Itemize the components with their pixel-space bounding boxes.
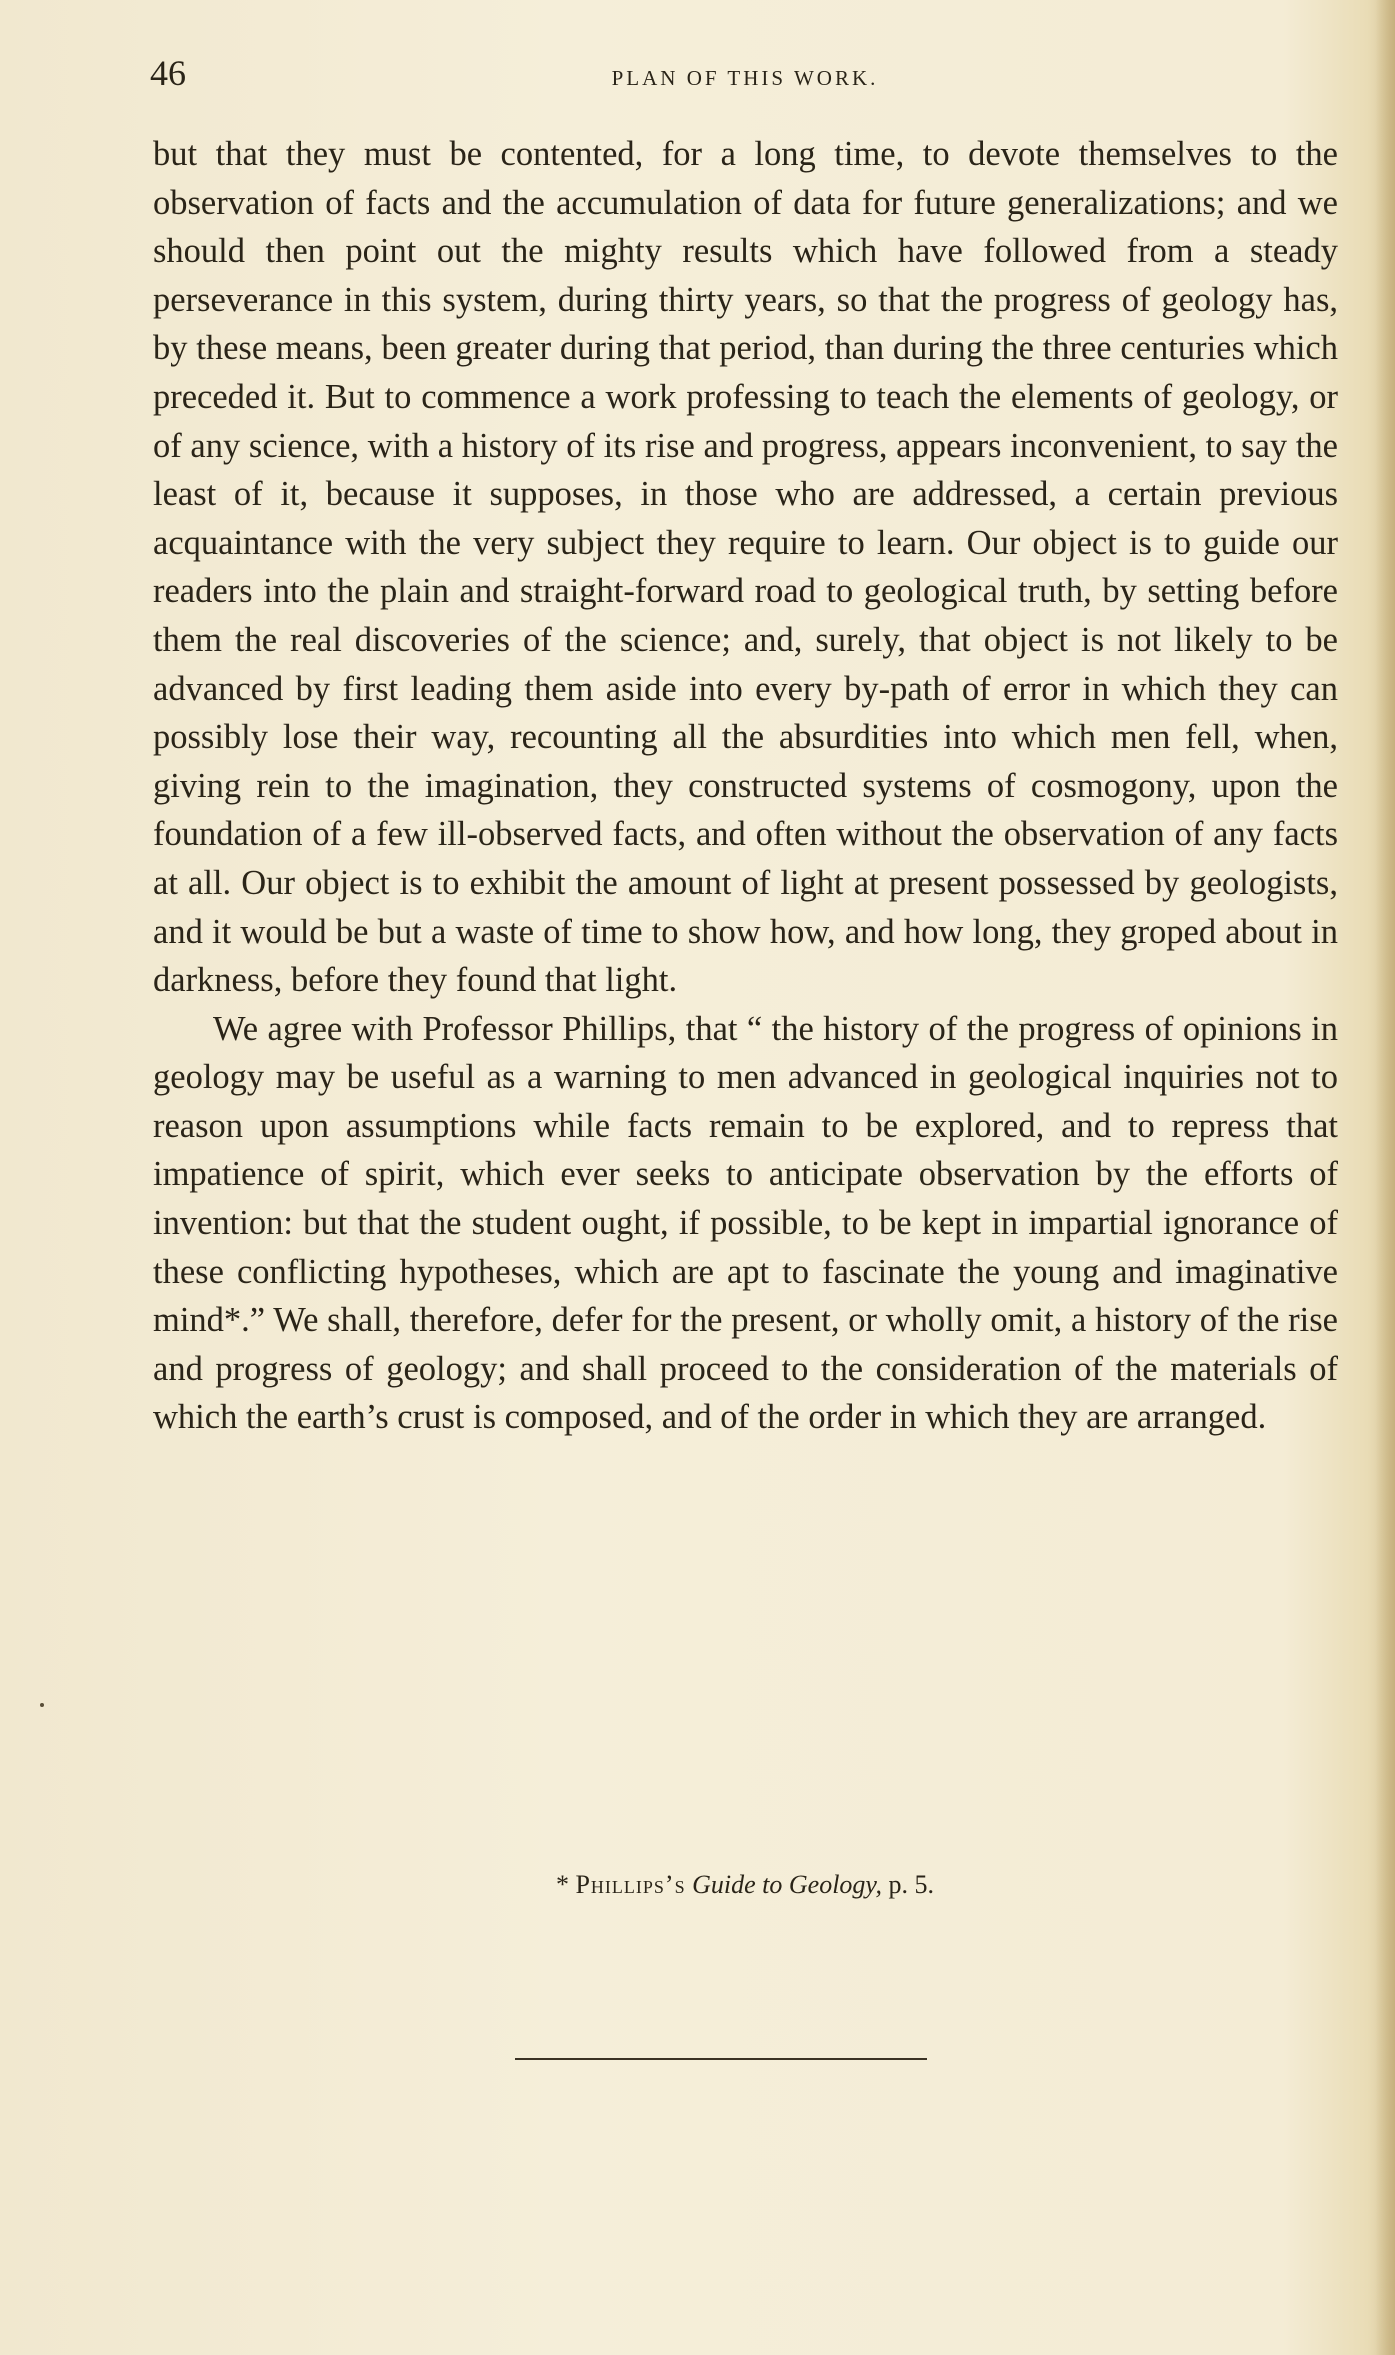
- footnote-title: Guide to Geology,: [692, 1870, 883, 1899]
- footnote-marker: *: [555, 1870, 569, 1899]
- footnote-page-ref: p. 5.: [888, 1870, 935, 1899]
- page-edge-shadow: [1375, 0, 1395, 2355]
- page-header: [150, 52, 1340, 102]
- body-text: [153, 130, 1338, 1442]
- footnote: [150, 1870, 1340, 1900]
- page-number: 46: [150, 53, 186, 93]
- paragraph-1: but that they must be contented, for a long time, to devote themselves to the observation of facts and the accumulation of data for future generalizations; and we should then point out the mighty results which have followed from a steady perseverance in this system, during thirty years, so that the progress of geology has, by these means, been greater during that period, than during the three centuries which preceded it. But to commence a work professing to teach the elements of geology, or of any science, with a history of its rise and progress, appears inconvenient, to say the least of it, because it supposes, in those who are addressed, a certain previous acquaintance with the very subject they require to learn. Our object is to guide our readers into the plain and straight-forward road to geological truth, by setting before them the real discoveries of the science; and, surely, that object is not likely to be advanced by first leading them aside into every by-path of error in which they can possibly lose their way, recounting all the absurdities into which men fell, when, giving rein to the imagination, they constructed systems of cosmogony, upon the foundation of a few ill-observed facts, and often without the observation of any facts at all. Our object is to exhibit the amount of light at present possessed by geologists, and it would be but a waste of time to show how, and how long, they groped about in darkness, before they found that light.: [153, 135, 1338, 1000]
- paragraph-2: We agree with Professor Phillips, that “ the history of the progress of opinions in geology may be useful as a warning to men advanced in geological inquiries not to reason upon assumptions while facts remain to be explored, and to repress that impatience of spirit, which ever seeks to anticipate observation by the efforts of invention: but that the student ought, if possible, to be kept in impartial ignorance of these conflicting hypotheses, which are apt to fascinate the young and imaginative mind*.” We shall, therefore, defer for the present, or wholly omit, a history of the rise and progress of geology; and shall proceed to the consideration of the materials of which the earth’s crust is composed, and of the order in which they are arranged.: [153, 1009, 1338, 1437]
- footnote-author: Phillips’s: [575, 1870, 686, 1899]
- section-rule: [515, 2058, 927, 2060]
- running-head: PLAN OF THIS WORK.: [611, 66, 879, 90]
- paper-speck: [40, 1703, 44, 1707]
